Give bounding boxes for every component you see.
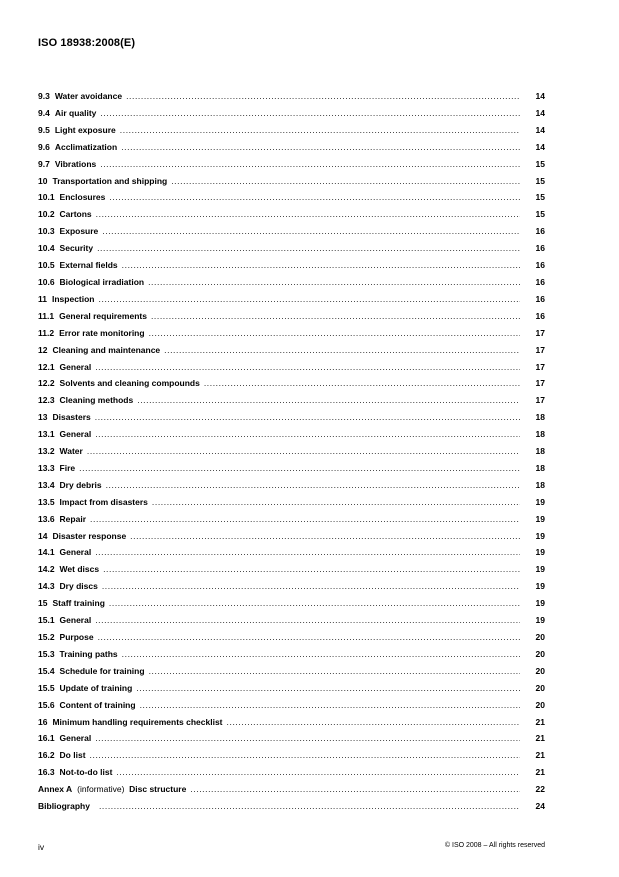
toc-entry[interactable] xyxy=(38,274,545,291)
toc-leader-dots xyxy=(151,308,520,325)
toc-entry-page: 20 xyxy=(535,648,545,659)
toc-entry-number: 15 xyxy=(38,598,48,609)
toc-entry-number: 10.6 xyxy=(38,276,55,287)
toc-entry-page: 15 xyxy=(535,192,545,203)
toc-leader-dots xyxy=(100,105,520,122)
toc-entry-note: (informative) xyxy=(77,784,125,795)
toc-entry-number: Bibliography xyxy=(38,801,90,812)
toc-entry[interactable] xyxy=(38,257,545,274)
toc-entry-title: General xyxy=(59,547,92,558)
toc-entry-title: Enclosures xyxy=(59,192,106,203)
toc-entry-page: 18 xyxy=(535,429,545,440)
toc-entry[interactable] xyxy=(38,426,545,443)
toc-entry-title-text: Disc structure xyxy=(129,784,187,795)
toc-entry-number: 14.1 xyxy=(38,547,55,558)
toc-leader-dots xyxy=(130,528,520,545)
toc-entry[interactable] xyxy=(38,730,545,747)
toc-entry[interactable] xyxy=(38,477,545,494)
toc-entry-number: 11.2 xyxy=(38,327,55,338)
toc-entry-page: 24 xyxy=(535,801,545,812)
toc-entry-title: Air quality xyxy=(54,107,97,118)
toc-entry-page: 19 xyxy=(535,530,545,541)
toc-entry-number: 12.3 xyxy=(38,395,55,406)
toc-leader-dots xyxy=(106,477,520,494)
toc-entry-number: 13.6 xyxy=(38,513,55,524)
toc-entry[interactable] xyxy=(38,375,545,392)
toc-entry-page: 16 xyxy=(535,260,545,271)
toc-entry-page: 17 xyxy=(535,344,545,355)
toc-leader-dots xyxy=(95,409,520,426)
toc-leader-dots xyxy=(190,781,520,798)
toc-entry-title: Minimum handling requirements checklist xyxy=(52,716,223,727)
toc-entry-page: 18 xyxy=(535,412,545,423)
toc-entry-page: 20 xyxy=(535,699,545,710)
toc-entry[interactable] xyxy=(38,325,545,342)
toc-entry-page: 19 xyxy=(535,615,545,626)
toc-entry-number: 13.4 xyxy=(38,479,55,490)
toc-leader-dots xyxy=(100,156,520,173)
toc-entry[interactable] xyxy=(38,612,545,629)
toc-entry[interactable] xyxy=(38,528,545,545)
toc-leader-dots xyxy=(99,798,520,815)
toc-entry-title: General requirements xyxy=(59,310,147,321)
toc-entry[interactable] xyxy=(38,240,545,257)
toc-leader-dots xyxy=(95,426,520,443)
toc-entry-title: Wet discs xyxy=(59,564,100,575)
toc-entry-page: 21 xyxy=(535,767,545,778)
toc-leader-dots xyxy=(122,646,520,663)
toc-entry-title: Vibrations xyxy=(54,158,97,169)
toc-entry-number: 13.2 xyxy=(38,446,55,457)
toc-entry-page: 20 xyxy=(535,632,545,642)
toc-entry-page: 17 xyxy=(535,361,545,372)
toc-entry-number: 10.1 xyxy=(38,192,55,203)
toc-entry-number: 12.1 xyxy=(38,361,55,372)
toc-entry[interactable] xyxy=(38,189,545,206)
toc-entry-page: 16 xyxy=(535,276,545,287)
toc-entry-number: 11.1 xyxy=(38,310,55,321)
toc-leader-dots xyxy=(120,122,520,139)
toc-entry[interactable] xyxy=(38,764,545,781)
toc-entry-page: 21 xyxy=(535,733,545,744)
toc-entry[interactable] xyxy=(38,409,545,426)
toc-leader-dots xyxy=(116,764,520,781)
toc-leader-dots xyxy=(90,747,520,764)
toc-entry-number: 12.2 xyxy=(38,378,55,389)
toc-entry[interactable] xyxy=(38,156,545,173)
toc-leader-dots xyxy=(137,392,520,409)
toc-entry-number: 15.3 xyxy=(38,648,55,659)
toc-entry-page: 15 xyxy=(535,209,545,220)
toc-entry-number: 9.7 xyxy=(38,158,50,169)
toc-entry-title: Repair xyxy=(59,513,87,524)
toc-leader-dots xyxy=(171,173,520,190)
toc-leader-dots xyxy=(97,240,520,257)
toc-entry-page: 16 xyxy=(535,226,545,237)
toc-leader-dots xyxy=(79,460,520,477)
toc-entry-title: Update of training xyxy=(59,682,133,693)
toc-entry[interactable] xyxy=(38,206,545,223)
toc-entry-title: Disaster response xyxy=(52,530,127,541)
toc-entry-number: 10 xyxy=(38,175,48,186)
toc-entry-number: 13 xyxy=(38,412,48,423)
toc-entry-page: 14 xyxy=(535,141,545,152)
toc-entry-title: Error rate monitoring xyxy=(59,327,145,338)
toc-entry-page: 22 xyxy=(535,784,545,795)
toc-leader-dots xyxy=(102,578,520,595)
toc-entry[interactable] xyxy=(38,308,545,325)
toc-entry-title: Cleaning and maintenance xyxy=(52,344,161,355)
toc-entry-page: 19 xyxy=(535,513,545,524)
toc-entry-title: Dry debris xyxy=(59,479,102,490)
toc-leader-dots xyxy=(109,595,520,612)
toc-entry[interactable] xyxy=(38,443,545,460)
toc-entry-page: 17 xyxy=(535,378,545,389)
footer-copyright: © ISO 2008 – All rights reserved xyxy=(444,842,545,849)
toc-entry-number: 13.3 xyxy=(38,462,55,473)
toc-entry-page: 14 xyxy=(535,107,545,118)
toc-entry[interactable] xyxy=(38,781,545,798)
toc-entry[interactable] xyxy=(38,359,545,376)
toc-leader-dots xyxy=(95,544,520,561)
toc-leader-dots xyxy=(126,88,520,105)
toc-entry-title: Do list xyxy=(59,750,86,761)
toc-entry-number: 10.5 xyxy=(38,260,55,271)
toc-entry[interactable] xyxy=(38,511,545,528)
toc-entry-number: 14.2 xyxy=(38,564,55,575)
toc-entry-title: General xyxy=(59,615,92,626)
toc-entry-title: Acclimatization xyxy=(54,141,118,152)
toc-entry-page: 17 xyxy=(535,327,545,338)
toc-entry-page: 19 xyxy=(535,564,545,575)
toc-entry-title: Disasters xyxy=(52,412,91,423)
toc-entry-number: 15.1 xyxy=(38,615,55,626)
toc-leader-dots xyxy=(122,257,520,274)
toc-entry-page: 18 xyxy=(535,446,545,457)
toc-entry-title: Fire xyxy=(59,462,76,473)
toc-entry-title: Cartons xyxy=(59,209,92,220)
document-header: ISO 18938:2008(E) xyxy=(38,37,136,49)
toc-entry-page: 21 xyxy=(535,716,545,727)
toc-entry-page: 17 xyxy=(535,395,545,406)
toc-entry-page: 18 xyxy=(535,479,545,490)
toc-leader-dots xyxy=(109,189,520,206)
toc-entry[interactable] xyxy=(38,747,545,764)
toc-entry-title: Content of training xyxy=(59,699,136,710)
toc-entry-page: 14 xyxy=(535,124,545,135)
toc-entry[interactable] xyxy=(38,697,545,714)
toc-entry-number: Annex A xyxy=(38,784,73,795)
toc-entry-number: 14 xyxy=(38,530,48,541)
toc-leader-dots xyxy=(87,443,520,460)
toc-entry-number: 13.1 xyxy=(38,429,55,440)
toc-leader-dots xyxy=(90,511,520,528)
footer-page-number: iv xyxy=(38,842,45,852)
toc-entry-title: Exposure xyxy=(59,226,99,237)
toc-entry-page: 18 xyxy=(535,462,545,473)
toc-leader-dots xyxy=(204,375,520,392)
toc-entry[interactable] xyxy=(38,595,545,612)
toc-entry-title xyxy=(77,781,186,798)
toc-leader-dots xyxy=(99,291,520,308)
toc-entry-number: 9.3 xyxy=(38,91,50,101)
toc-entry-page: 15 xyxy=(535,175,545,186)
toc-entry-number: 10.2 xyxy=(38,209,55,220)
toc-entry-page: 14 xyxy=(535,91,545,101)
toc-entry-title: Training paths xyxy=(59,648,118,659)
toc-entry[interactable] xyxy=(38,122,545,139)
toc-leader-dots xyxy=(96,206,520,223)
toc-entry[interactable] xyxy=(38,798,545,815)
toc-entry-title: General xyxy=(59,361,92,372)
toc-entry-number: 15.2 xyxy=(38,632,55,642)
toc-entry[interactable] xyxy=(38,663,545,680)
toc-entry[interactable] xyxy=(38,629,545,646)
toc-entry[interactable] xyxy=(38,139,545,156)
toc-entry-page: 19 xyxy=(535,496,545,507)
toc-entry-number: 14.3 xyxy=(38,581,55,592)
toc-leader-dots xyxy=(227,714,520,731)
toc-entry-title: Solvents and cleaning compounds xyxy=(59,378,200,389)
toc-entry-title: Water avoidance xyxy=(54,91,123,101)
toc-entry-title: Staff training xyxy=(52,598,105,609)
toc-entry-page: 19 xyxy=(535,598,545,609)
toc-entry-title: Inspection xyxy=(52,293,95,304)
toc-entry-title: Not-to-do list xyxy=(59,767,113,778)
toc-entry-page: 19 xyxy=(535,581,545,592)
toc-entry-title: Security xyxy=(59,243,94,254)
toc-entry[interactable] xyxy=(38,291,545,308)
toc-entry-number: 12 xyxy=(38,344,48,355)
toc-entry-number: 16.3 xyxy=(38,767,55,778)
toc-leader-dots xyxy=(121,139,520,156)
toc-leader-dots xyxy=(152,494,520,511)
toc-entry-number: 9.5 xyxy=(38,124,50,135)
toc-entry-title: Dry discs xyxy=(59,581,98,592)
toc-entry-page: 16 xyxy=(535,243,545,254)
toc-leader-dots xyxy=(95,612,520,629)
toc-entry[interactable] xyxy=(38,714,545,731)
toc-entry-number: 16 xyxy=(38,716,48,727)
toc-entry-page: 21 xyxy=(535,750,545,761)
toc-entry-number: 13.5 xyxy=(38,496,55,507)
toc-entry-number: 10.3 xyxy=(38,226,55,237)
table-of-contents xyxy=(38,88,545,815)
toc-entry[interactable] xyxy=(38,460,545,477)
toc-entry-title: External fields xyxy=(59,260,118,271)
toc-leader-dots xyxy=(149,663,520,680)
toc-entry-number: 9.4 xyxy=(38,107,50,118)
toc-leader-dots xyxy=(103,561,520,578)
toc-entry[interactable] xyxy=(38,494,545,511)
toc-entry[interactable] xyxy=(38,646,545,663)
toc-entry-number: 9.6 xyxy=(38,141,50,152)
toc-entry-title: General xyxy=(59,429,92,440)
toc-entry-page: 20 xyxy=(535,682,545,693)
toc-entry[interactable] xyxy=(38,105,545,122)
toc-entry-title: General xyxy=(59,733,92,744)
toc-entry-number: 15.5 xyxy=(38,682,55,693)
toc-entry-page: 16 xyxy=(535,310,545,321)
toc-entry[interactable] xyxy=(38,342,545,359)
toc-entry-number: 15.4 xyxy=(38,665,55,676)
toc-entry-page: 15 xyxy=(535,158,545,169)
toc-entry[interactable] xyxy=(38,223,545,240)
toc-leader-dots xyxy=(95,730,520,747)
toc-entry[interactable] xyxy=(38,544,545,561)
toc-entry-number: 11 xyxy=(38,293,47,304)
toc-entry[interactable] xyxy=(38,392,545,409)
toc-entry-title: Schedule for training xyxy=(59,665,145,676)
toc-entry-title: Purpose xyxy=(59,632,94,642)
toc-entry-number: 15.6 xyxy=(38,699,55,710)
toc-entry-page: 19 xyxy=(535,547,545,558)
toc-entry-number: 10.4 xyxy=(38,243,55,254)
toc-entry-title: Light exposure xyxy=(54,124,116,135)
toc-entry-title: Transportation and shipping xyxy=(52,175,168,186)
toc-leader-dots xyxy=(149,325,520,342)
toc-entry[interactable] xyxy=(38,561,545,578)
toc-leader-dots xyxy=(136,680,520,697)
toc-leader-dots xyxy=(164,342,520,359)
toc-entry-title: Biological irradiation xyxy=(59,276,145,287)
toc-leader-dots xyxy=(95,359,520,376)
toc-entry[interactable] xyxy=(38,680,545,697)
toc-entry-title: Cleaning methods xyxy=(59,395,134,406)
toc-entry-title: Impact from disasters xyxy=(59,496,148,507)
toc-entry-number: 16.2 xyxy=(38,750,55,761)
toc-entry-page: 16 xyxy=(535,293,545,304)
toc-entry-title: Water xyxy=(59,446,83,457)
toc-entry[interactable] xyxy=(38,578,545,595)
toc-entry[interactable] xyxy=(38,173,545,190)
toc-leader-dots xyxy=(148,274,520,291)
toc-leader-dots xyxy=(140,697,520,714)
toc-entry-number: 16.1 xyxy=(38,733,55,744)
toc-leader-dots xyxy=(98,629,520,646)
toc-entry[interactable] xyxy=(38,88,545,105)
toc-entry-page: 20 xyxy=(535,665,545,676)
toc-leader-dots xyxy=(102,223,520,240)
